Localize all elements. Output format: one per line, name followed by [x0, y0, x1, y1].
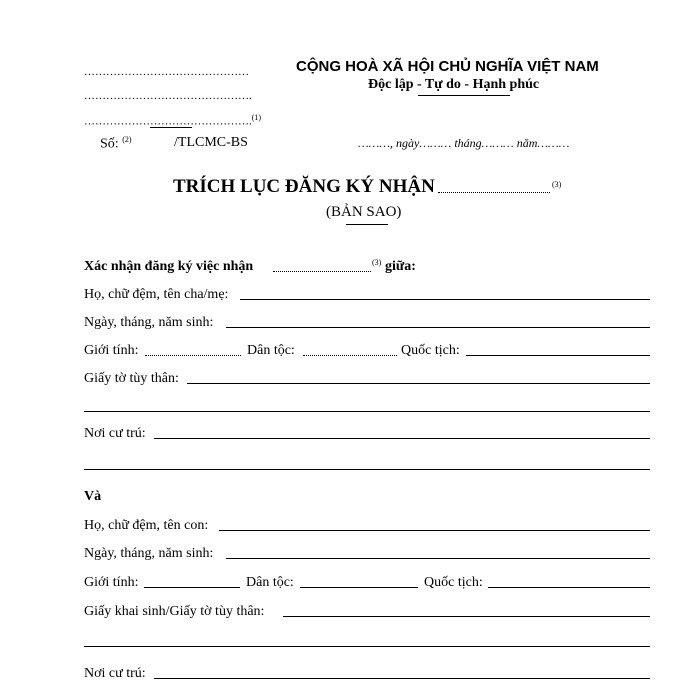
parent-name-label: Họ, chữ đệm, tên cha/mẹ:	[84, 287, 229, 302]
title-note: (3)	[552, 180, 562, 189]
parent-id-label: Giấy tờ tùy thân:	[84, 371, 179, 386]
parent-dob-label: Ngày, tháng, năm sinh:	[84, 315, 214, 330]
parent-gender-field[interactable]	[145, 355, 241, 356]
so-suffix: /TLCMC-BS	[174, 135, 248, 150]
child-name-label: Họ, chữ đệm, tên con:	[84, 518, 209, 533]
number-blank-line	[150, 127, 192, 128]
copy-underline	[346, 224, 388, 225]
parent-ethnicity-field[interactable]	[303, 355, 397, 356]
child-nationality-field[interactable]	[488, 587, 650, 588]
child-gender-label: Giới tính:	[84, 575, 139, 590]
document-title: TRÍCH LỤC ĐĂNG KÝ NHẬN	[173, 176, 435, 197]
issuer-line-2: ……………………………………….	[84, 90, 252, 102]
parent-residence-label: Nơi cư trú:	[84, 426, 146, 441]
parent-residence-field[interactable]	[154, 438, 650, 439]
parent-id-field[interactable]	[187, 383, 650, 384]
so-label: Số:	[100, 136, 119, 152]
child-name-field[interactable]	[219, 530, 650, 531]
motto-underline	[418, 95, 510, 96]
intro-tail: giữa:	[385, 259, 416, 274]
child-residence-label: Nơi cư trú:	[84, 666, 146, 681]
nation-title: CỘNG HOÀ XÃ HỘI CHỦ NGHĨA VIỆT NAM	[296, 58, 599, 75]
parent-ethnicity-label: Dân tộc:	[247, 343, 295, 358]
issuer-note: (1)	[251, 113, 262, 122]
child-id-field[interactable]	[283, 616, 650, 617]
parent-name-field[interactable]	[240, 299, 650, 300]
parent-nationality-label: Quốc tịch:	[401, 343, 460, 358]
child-dob-label: Ngày, tháng, năm sinh:	[84, 546, 214, 561]
date-line: ………, ngày……… tháng……… năm………	[358, 136, 570, 150]
issuer-line-3-text: ……………………………………….	[84, 115, 252, 128]
child-id-field-2[interactable]	[84, 646, 650, 647]
issuer-line-1: ………………………………………	[84, 66, 249, 78]
child-ethnicity-label: Dân tộc:	[246, 575, 294, 590]
so-note: (2)	[122, 135, 132, 144]
child-id-label: Giấy khai sinh/Giấy tờ tùy thân:	[84, 604, 265, 619]
issuer-line-3	[84, 113, 261, 128]
and-label: Và	[84, 489, 102, 504]
child-gender-field[interactable]	[144, 587, 240, 588]
intro-lead: Xác nhận đăng ký việc nhận	[84, 259, 254, 274]
title-blank	[438, 192, 550, 193]
child-dob-field[interactable]	[226, 558, 650, 559]
document-number	[100, 135, 132, 153]
motto: Độc lập - Tự do - Hạnh phúc	[368, 77, 540, 92]
child-residence-field[interactable]	[154, 678, 650, 679]
parent-residence-field-2[interactable]	[84, 469, 650, 470]
intro-note: (3)	[372, 258, 382, 267]
copy-label: (BẢN SAO)	[326, 204, 402, 220]
child-nationality-label: Quốc tịch:	[424, 575, 483, 590]
child-ethnicity-field[interactable]	[300, 587, 418, 588]
parent-dob-field[interactable]	[226, 327, 650, 328]
intro-blank	[273, 271, 371, 272]
parent-gender-label: Giới tính:	[84, 343, 139, 358]
parent-id-field-2[interactable]	[84, 411, 650, 412]
parent-nationality-field[interactable]	[466, 355, 650, 356]
